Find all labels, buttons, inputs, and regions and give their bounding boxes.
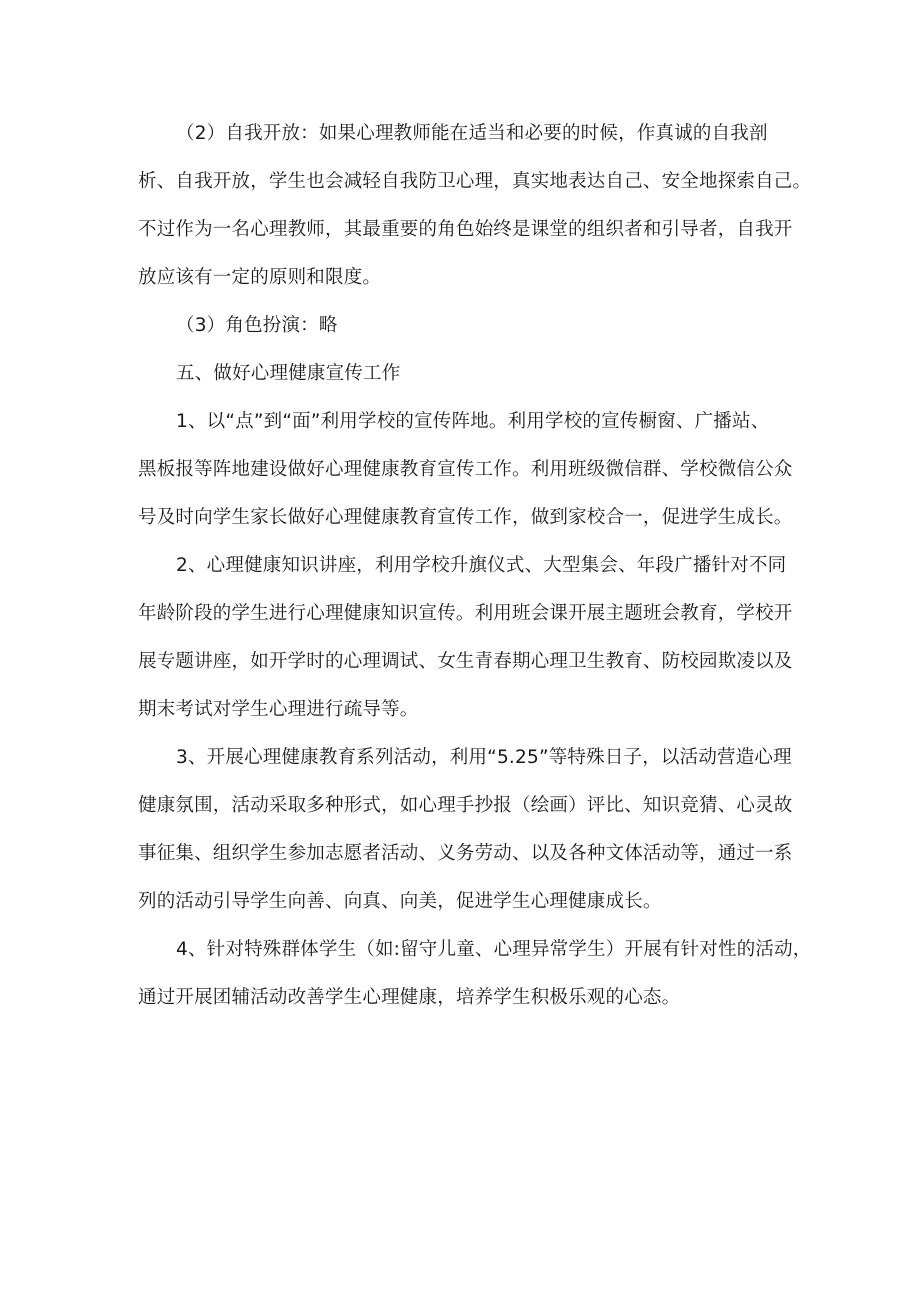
- item-3-line-3: 事征集、组织学生参加志愿者活动、义务劳动、以及各种文体活动等，通过一系: [138, 843, 793, 864]
- item-3-line-2: 健康氛围，活动采取多种形式，如心理手抄报（绘画）评比、知识竞猜、心灵故: [138, 795, 793, 816]
- item-4-line-1: 4、针对特殊群体学生（如:留守儿童、心理异常学生）开展有针对性的活动，: [176, 939, 812, 960]
- paragraph-self-disclosure-line-4: 放应该有一定的原则和限度。: [138, 267, 382, 288]
- item-2-line-2: 年龄阶段的学生进行心理健康知识宣传。利用班会课开展主题班会教育，学校开: [138, 603, 793, 624]
- paragraph-self-disclosure-line-3: 不过作为一名心理教师，其最重要的角色始终是课堂的组织者和引导者，自我开: [138, 219, 793, 240]
- item-2-line-4: 期末考试对学生心理进行疏导等。: [138, 699, 419, 720]
- paragraph-self-disclosure-line-2: 析、自我开放，学生也会减轻自我防卫心理，真实地表达自己、安全地探索自己。: [138, 171, 812, 192]
- item-1-line-3: 号及时向学生家长做好心理健康教育宣传工作，做到家校合一，促进学生成长。: [138, 507, 793, 528]
- item-1-line-1: 1、以“点”到“面”利用学校的宣传阵地。利用学校的宣传橱窗、广播站、: [176, 411, 770, 432]
- section-heading-five: 五、做好心理健康宣传工作: [176, 363, 401, 384]
- item-4-line-2: 通过开展团辅活动改善学生心理健康，培养学生积极乐观的心态。: [138, 987, 681, 1008]
- item-3-line-4: 列的活动引导学生向善、向真、向美，促进学生心理健康成长。: [138, 891, 662, 912]
- paragraph-role-play: （3）角色扮演：略: [176, 315, 338, 336]
- item-3-line-1: 3、开展心理健康教育系列活动，利用“5.25”等特殊日子，以活动营造心理: [176, 747, 792, 768]
- paragraph-self-disclosure-line-1: （2）自我开放：如果心理教师能在适当和必要的时候，作真诚的自我剖: [176, 123, 768, 144]
- item-1-line-2: 黑板报等阵地建设做好心理健康教育宣传工作。利用班级微信群、学校微信公众: [138, 459, 793, 480]
- item-2-line-1: 2、心理健康知识讲座，利用学校升旗仪式、大型集会、年段广播针对不同: [176, 555, 787, 576]
- item-2-line-3: 展专题讲座，如开学时的心理调试、女生青春期心理卫生教育、防校园欺凌以及: [138, 651, 793, 672]
